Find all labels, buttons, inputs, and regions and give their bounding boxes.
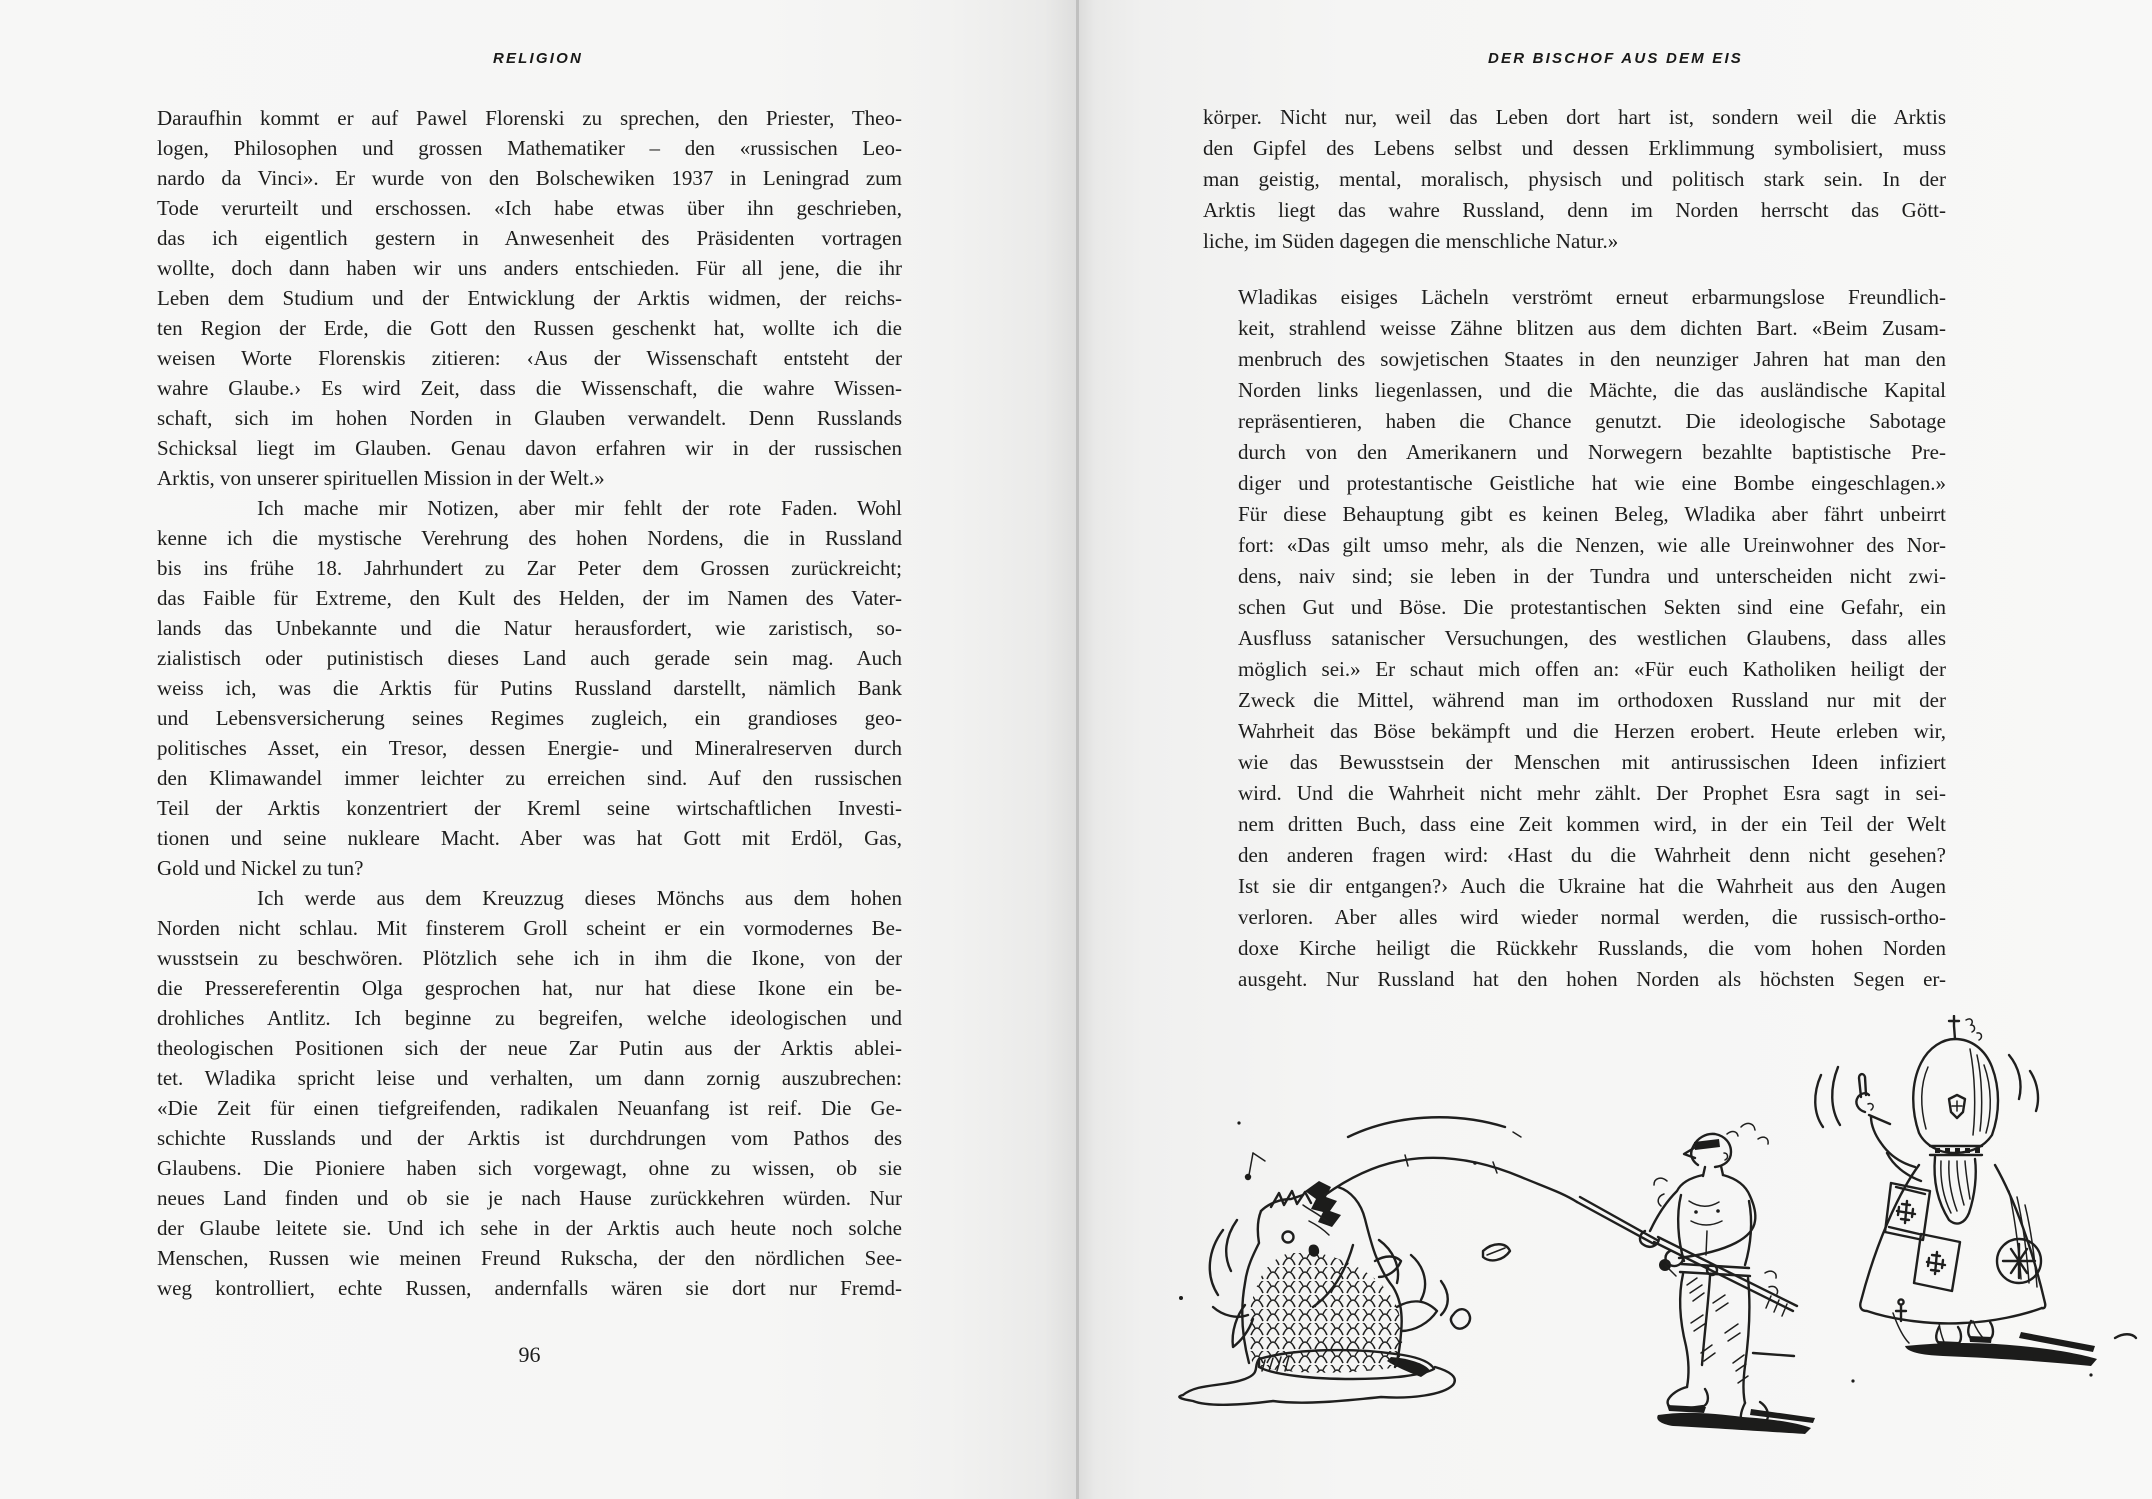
text-line: nem dritten Buch, dass eine Zeit kommen wird, in der ein Teil der Welt	[1238, 812, 1946, 836]
bishop	[1815, 1016, 2136, 1383]
text-line: Gold und Nickel zu tun?	[157, 856, 364, 880]
text-line: Teil der Arktis konzentriert der Kreml seine wirtschaftlichen Investi-	[157, 796, 902, 820]
text-line: repräsentieren, haben die Chance genutzt. Die ideologische Sabotage	[1238, 409, 1946, 433]
text-line: Glaubens. Die Pioniere haben sich vorgewagt, ohne zu wissen, ob sie	[157, 1156, 902, 1180]
text-line: und Lebensversicherung seines Regimes zugleich, ein grandioses geo-	[157, 706, 902, 730]
music-note-icon	[1245, 1153, 1265, 1180]
text-line: politisches Asset, ein Tresor, dessen Energie- und Mineralreserven durch	[157, 736, 902, 760]
text-line: durch von den Amerikanern und Norwegern bezahlte baptistische Pre-	[1238, 440, 1946, 464]
text-line: weg kontrolliert, echte Russen, andernfalls wären sie dort nur Fremd-	[157, 1276, 902, 1300]
text-line: Ich mache mir Notizen, aber mir fehlt der rote Faden. Wohl	[257, 496, 902, 520]
text-line: das Faible für Extreme, den Kult des Helden, der im Namen des Vater-	[157, 586, 902, 610]
text-line: körper. Nicht nur, weil das Leben dort hart ist, sondern weil die Arktis	[1203, 105, 1946, 129]
text-line: Leben dem Studium und der Entwicklung der Arktis widmen, der reichs-	[157, 286, 902, 310]
illustration-ink-cartoon	[1153, 1015, 2152, 1475]
text-line: verloren. Aber alles wird wieder normal werden, die russisch-ortho-	[1238, 905, 1946, 929]
text-line: keit, strahlend weisse Zähne blitzen aus dem dichten Bart. «Beim Zusam-	[1238, 316, 1946, 340]
text-line: wahre Glaube.› Es wird Zeit, dass die Wissenschaft, die wahre Wissen-	[157, 376, 902, 400]
text-line: schaft, sich im hohen Norden in Glauben verwandelt. Denn Russlands	[157, 406, 902, 430]
text-line: dens, naiv sind; sie leben in der Tundra und unterscheiden nicht zwi-	[1238, 564, 1946, 588]
text-line: wusstsein zu beschwören. Plötzlich sehe ich in ihm die Ikone, von der	[157, 946, 902, 970]
right-text-paragraph	[1203, 102, 1946, 257]
text-line: drohliches Antlitz. Ich beginne zu begreifen, welche ideologischen und	[157, 1006, 902, 1030]
text-line: Tode verurteilt und erschossen. «Ich habe etwas über ihn geschrieben,	[157, 196, 902, 220]
left-text-column	[157, 103, 902, 1303]
text-line: ausgeht. Nur Russland hat den hohen Norden als höchsten Segen er-	[1238, 967, 1946, 991]
text-line: Arktis liegt das wahre Russland, denn im Norden herrscht das Gött-	[1203, 198, 1946, 222]
text-line: wollte, doch dann haben wir uns anders entschieden. Für all jene, die ihr	[157, 256, 902, 280]
text-line: Daraufhin kommt er auf Pawel Florenski zu sprechen, den Priester, Theo-	[157, 106, 902, 130]
text-line: zialistisch oder putinistisch dieses Land auch gerade sein mag. Auch	[157, 646, 902, 670]
text-line: Menschen, Russen wie meinen Freund Rukscha, der den nördlichen See-	[157, 1246, 902, 1270]
text-line: Zweck die Mittel, während man im orthodoxen Russland nur mit der	[1238, 688, 1946, 712]
running-head-left: RELIGION	[492, 50, 584, 67]
text-line: tionen und seine nukleare Macht. Aber was hat Gott mit Erdöl, Gas,	[157, 826, 902, 850]
text-line: kenne ich die mystische Verehrung des hohen Nordens, die in Russland	[157, 526, 902, 550]
text-line: Norden nicht schlau. Mit finsterem Groll scheint er ein vormodernes Be-	[157, 916, 902, 940]
sea-monster	[1233, 1181, 1437, 1373]
right-page	[1076, 0, 2152, 1499]
text-line: schen Gut und Böse. Die protestantischen Sekten sind eine Gefahr, ein	[1238, 595, 1946, 619]
text-line: den Klimawandel immer leichter zu erreichen sind. Auf den russischen	[157, 766, 902, 790]
text-line: den anderen fragen wird: ‹Hast du die Wahrheit denn nicht gesehen?	[1238, 843, 1946, 867]
text-line: theologischen Positionen sich der neue Zar Putin aus der Arktis ablei-	[157, 1036, 902, 1060]
text-line: menbruch des sowjetischen Staates in den neunziger Jahren hat man den	[1238, 347, 1946, 371]
text-line: Arktis, von unserer spirituellen Mission in der Welt.»	[157, 466, 605, 490]
text-line: neues Land finden und ob sie je nach Hause zurückkehren würden. Nur	[157, 1186, 902, 1210]
text-line: Schicksal liegt im Glauben. Genau davon erfahren wir in der russischen	[157, 436, 902, 460]
text-line: lands das Unbekannte und die Natur herausfordert, wie zaristisch, so-	[157, 616, 902, 640]
text-line: Norden links liegenlassen, und die Mächte, die das ausländische Kapital	[1238, 378, 1946, 402]
text-line: möglich sei.» Er schaut mich offen an: «Für euch Katholiken heiligt der	[1238, 657, 1946, 681]
text-line: die Pressereferentin Olga gesprochen hat, nur hat diese Ikone ein be-	[157, 976, 902, 1000]
right-text-quote-block	[1238, 282, 1946, 995]
text-line: Ausfluss satanischer Versuchungen, des westlichen Glaubens, dass alles	[1238, 626, 1946, 650]
text-line: weiss ich, was die Arktis für Putins Russland darstellt, nämlich Bank	[157, 676, 902, 700]
text-line: das ich eigentlich gestern in Anwesenheit des Präsidenten vortragen	[157, 226, 902, 250]
text-line: logen, Philosophen und grossen Mathematiker – den «russischen Leo-	[157, 136, 902, 160]
text-line: Ich werde aus dem Kreuzzug dieses Mönchs aus dem hohen	[257, 886, 902, 910]
text-line: bis ins frühe 18. Jahrhundert zu Zar Peter dem Grossen zurückreicht;	[157, 556, 902, 580]
text-line: nardo da Vinci». Er wurde von den Bolschewiken 1937 in Leningrad zum	[157, 166, 902, 190]
text-line: Ist sie dir entgangen?› Auch die Ukraine hat die Wahrheit aus den Augen	[1238, 874, 1946, 898]
text-line: tet. Wladika spricht leise und verhalten, um dann zornig auszubrechen:	[157, 1066, 902, 1090]
text-line: fort: «Das gilt umso mehr, als die Nenzen, wie alle Ureinwohner des Nor-	[1238, 533, 1946, 557]
text-line: doxe Kirche heiligt die Rückkehr Russlands, die vom hohen Norden	[1238, 936, 1946, 960]
text-line: «Die Zeit für einen tiefgreifenden, radikalen Neuanfang ist reif. Die Ge-	[157, 1096, 902, 1120]
text-line: wie das Bewusstsein der Menschen mit antirussischen Ideen infiziert	[1238, 750, 1946, 774]
text-line: der Glaube leitete sie. Und ich sehe in der Arktis auch heute noch solche	[157, 1216, 902, 1240]
text-line: wird. Und die Wahrheit nicht mehr zählt. Der Prophet Esra sagt in sei-	[1238, 781, 1946, 805]
text-line: Wahrheit das Böse bekämpft und die Herzen erobert. Heute erleben wir,	[1238, 719, 1946, 743]
text-line: liche, im Süden dagegen die menschliche Natur.»	[1203, 229, 1619, 253]
page-number-left: 96	[518, 1342, 541, 1367]
text-line: Wladikas eisiges Lächeln verströmt erneut erbarmungslose Freundlich-	[1238, 285, 1946, 309]
text-line: weisen Worte Florenskis zitieren: ‹Aus der Wissenschaft entsteht der	[157, 346, 902, 370]
text-line: ten Region der Erde, die Gott den Russen geschenkt hat, wollte ich die	[157, 316, 902, 340]
text-line: Für diese Behauptung gibt es keinen Beleg, Wladika aber fährt unbeirrt	[1238, 502, 1946, 526]
text-line: den Gipfel des Lebens selbst und dessen Erklimmung symbolisiert, muss	[1203, 136, 1946, 160]
running-head-right: DER BISCHOF AUS DEM EIS	[1487, 50, 1744, 67]
text-line: man geistig, mental, moralisch, physisch und politisch stark sein. In der	[1203, 167, 1946, 191]
text-line: schichte Russlands und der Arktis ist durchdrungen vom Pathos des	[157, 1126, 902, 1150]
text-line: diger und protestantische Geistliche hat wie eine Bombe eingeschlagen.»	[1238, 471, 1946, 495]
